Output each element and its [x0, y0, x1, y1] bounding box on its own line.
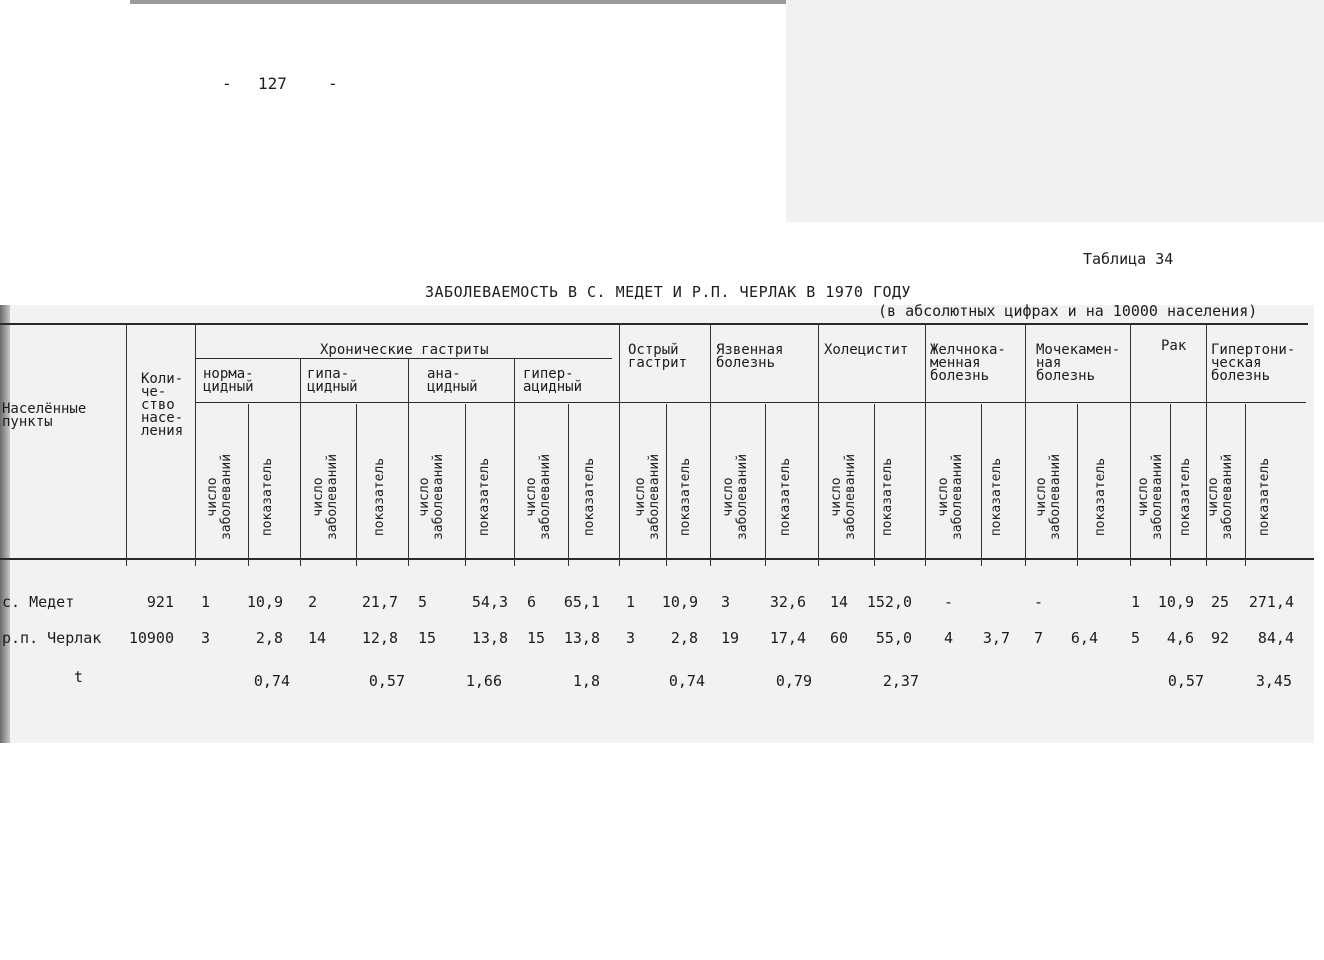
column-rule [356, 404, 357, 566]
subheader-count [310, 441, 342, 553]
cell-rate: 10,9 [246, 593, 283, 611]
header-hyperacid: гипер- ацидный [523, 366, 583, 395]
subheader-label: число заболеваний [936, 453, 965, 541]
subheader-label: число заболеваний [721, 453, 750, 541]
cell-count: 2 [308, 593, 318, 611]
table-label: Таблица 34 [1083, 250, 1174, 268]
subheader-label: показатель [1257, 457, 1272, 537]
column-rule [1025, 323, 1026, 566]
subheader-rate [770, 441, 802, 553]
cell-count: 60 [830, 629, 849, 647]
subheader-count [828, 441, 860, 553]
row-population: 10900 [128, 629, 174, 647]
row-name: р.п. Черлак [2, 629, 102, 647]
t-value: 0,57 [368, 672, 405, 690]
header-acute-gastritis: Острый гастрит [628, 342, 688, 371]
cell-count: 15 [418, 629, 437, 647]
subheader-label: число заболеваний [205, 453, 234, 541]
column-rule [765, 404, 766, 566]
subheader-label: показатель [1178, 457, 1193, 537]
column-rule [1245, 404, 1246, 566]
subheader-label: число заболеваний [633, 453, 662, 541]
subheader-rate [1249, 441, 1281, 553]
column-rule [568, 404, 569, 566]
row-name: с. Медет [2, 593, 75, 611]
subheader-count [523, 441, 555, 553]
subheader-label: показатель [260, 457, 275, 537]
column-rule [619, 323, 620, 566]
cell-rate: 65,1 [563, 593, 600, 611]
subheader-rate [981, 441, 1013, 553]
subheader-count [720, 441, 752, 553]
subheader-rate [1085, 441, 1117, 553]
header-urolith: Мочекамен- ная болезнь [1036, 342, 1121, 384]
cell-rate: 4,6 [1166, 629, 1194, 647]
t-value: 0,57 [1167, 672, 1204, 690]
cell-count: 25 [1211, 593, 1230, 611]
cell-rate: 2,8 [255, 629, 283, 647]
cell-rate: 3,7 [982, 629, 1010, 647]
cell-count: 4 [944, 629, 954, 647]
table-note: (в абсолютных цифрах и на 10000 населения) [878, 302, 1258, 320]
column-rule [1130, 323, 1131, 566]
t-value: 1,66 [465, 672, 502, 690]
subheader-label: показатель [477, 457, 492, 537]
scan-background [786, 0, 1324, 222]
column-rule [465, 404, 466, 566]
subheader-count [632, 441, 664, 553]
cell-count: - [1034, 593, 1044, 611]
column-rule [710, 323, 711, 566]
page-dash-left: - [222, 74, 232, 93]
column-rule [514, 358, 515, 566]
column-rule [300, 358, 301, 566]
subheader-rate [574, 441, 606, 553]
cell-rate: 152,0 [866, 593, 912, 611]
header-ulcer: Язвенная болезнь [716, 342, 784, 371]
column-rule [195, 323, 196, 566]
table-title: ЗАБОЛЕВАЕМОСТЬ В С. МЕДЕТ И Р.П. ЧЕРЛАК В 1970 ГОДУ [425, 283, 912, 301]
column-rule [666, 404, 667, 566]
subheader-label: число заболеваний [311, 453, 340, 541]
row-population: 921 [146, 593, 174, 611]
cell-rate: 17,4 [769, 629, 806, 647]
subheader-label: число заболеваний [1206, 453, 1235, 541]
subheader-label: число заболеваний [417, 453, 446, 541]
cell-rate: 32,6 [769, 593, 806, 611]
subheader-rate [670, 441, 702, 553]
subheader-rate [872, 441, 904, 553]
header-cancer: Рак [1161, 338, 1187, 354]
cell-rate: 13,8 [563, 629, 600, 647]
header-gallstone: Желчнока- менная болезнь [930, 342, 1006, 384]
cell-count: 5 [418, 593, 428, 611]
t-row-label: t [74, 668, 84, 686]
table-top-rule [0, 323, 1308, 325]
subheader-label: число заболеваний [1136, 453, 1165, 541]
header-population: Коли- че- ство насе- ления [141, 371, 184, 439]
t-value: 1,8 [572, 672, 600, 690]
header-hypertension: Гипертони- ческая болезнь [1211, 342, 1296, 384]
cell-rate: 6,4 [1070, 629, 1098, 647]
cell-count: 3 [721, 593, 731, 611]
header-settlements: Населённые пункты [2, 401, 87, 430]
subheader-label: показатель [880, 457, 895, 537]
header-bottom-rule [0, 558, 1314, 560]
cell-rate: 10,9 [1157, 593, 1194, 611]
scan-edge [130, 0, 786, 4]
header-chronic-gastritis: Хронические гастриты [320, 342, 489, 358]
subheader-rule [196, 402, 1306, 403]
subheader-label: число заболеваний [1034, 453, 1063, 541]
subheader-count [204, 441, 236, 553]
column-rule [818, 323, 819, 566]
cell-count: 1 [201, 593, 211, 611]
cell-rate: 2,8 [670, 629, 698, 647]
cell-rate: 21,7 [361, 593, 398, 611]
header-anacid: ана- цидный [427, 366, 478, 395]
column-rule [408, 358, 409, 566]
column-rule [925, 323, 926, 566]
subheader-label: показатель [989, 457, 1004, 537]
cell-count: 15 [527, 629, 546, 647]
t-value: 2,37 [882, 672, 919, 690]
subheader-label: число заболеваний [829, 453, 858, 541]
header-cholecystitis: Холецистит [824, 342, 909, 358]
t-value: 0,79 [775, 672, 812, 690]
cell-count: 1 [626, 593, 636, 611]
cell-rate: 10,9 [661, 593, 698, 611]
cell-rate: 12,8 [361, 629, 398, 647]
subheader-label: показатель [678, 457, 693, 537]
subheader-rate [364, 441, 396, 553]
cell-count: 3 [626, 629, 636, 647]
cell-count: 19 [721, 629, 740, 647]
column-rule [248, 404, 249, 566]
cell-rate: 84,4 [1257, 629, 1294, 647]
page-dash-right: - [328, 74, 338, 93]
subheader-label: показатель [582, 457, 597, 537]
gastritis-rule [196, 358, 612, 359]
header-normacid: норма- цидный [203, 366, 254, 395]
subheader-label: показатель [1093, 457, 1108, 537]
cell-count: 5 [1131, 629, 1141, 647]
subheader-count [1033, 441, 1065, 553]
subheader-label: число заболеваний [524, 453, 553, 541]
subheader-rate [469, 441, 501, 553]
cell-count: 14 [308, 629, 327, 647]
header-hypacid: гипа- цидный [307, 366, 358, 395]
cell-rate: 54,3 [471, 593, 508, 611]
subheader-label: показатель [372, 457, 387, 537]
t-value: 0,74 [668, 672, 705, 690]
subheader-rate [252, 441, 284, 553]
cell-rate: 55,0 [875, 629, 912, 647]
cell-count: - [944, 593, 954, 611]
t-value: 0,74 [253, 672, 290, 690]
subheader-count [935, 441, 967, 553]
t-value: 3,45 [1255, 672, 1292, 690]
cell-count: 3 [201, 629, 211, 647]
subheader-count [1205, 441, 1237, 553]
subheader-rate [1170, 441, 1202, 553]
cell-count: 92 [1211, 629, 1230, 647]
subheader-count [1135, 441, 1167, 553]
cell-count: 7 [1034, 629, 1044, 647]
subheader-count [416, 441, 448, 553]
cell-rate: 13,8 [471, 629, 508, 647]
column-rule [126, 323, 127, 566]
column-rule [1077, 404, 1078, 566]
subheader-label: показатель [778, 457, 793, 537]
cell-count: 14 [830, 593, 849, 611]
cell-rate: 271,4 [1248, 593, 1294, 611]
page-number: 127 [258, 74, 287, 93]
binding-shadow [0, 305, 10, 743]
cell-count: 6 [527, 593, 537, 611]
cell-count: 1 [1131, 593, 1141, 611]
